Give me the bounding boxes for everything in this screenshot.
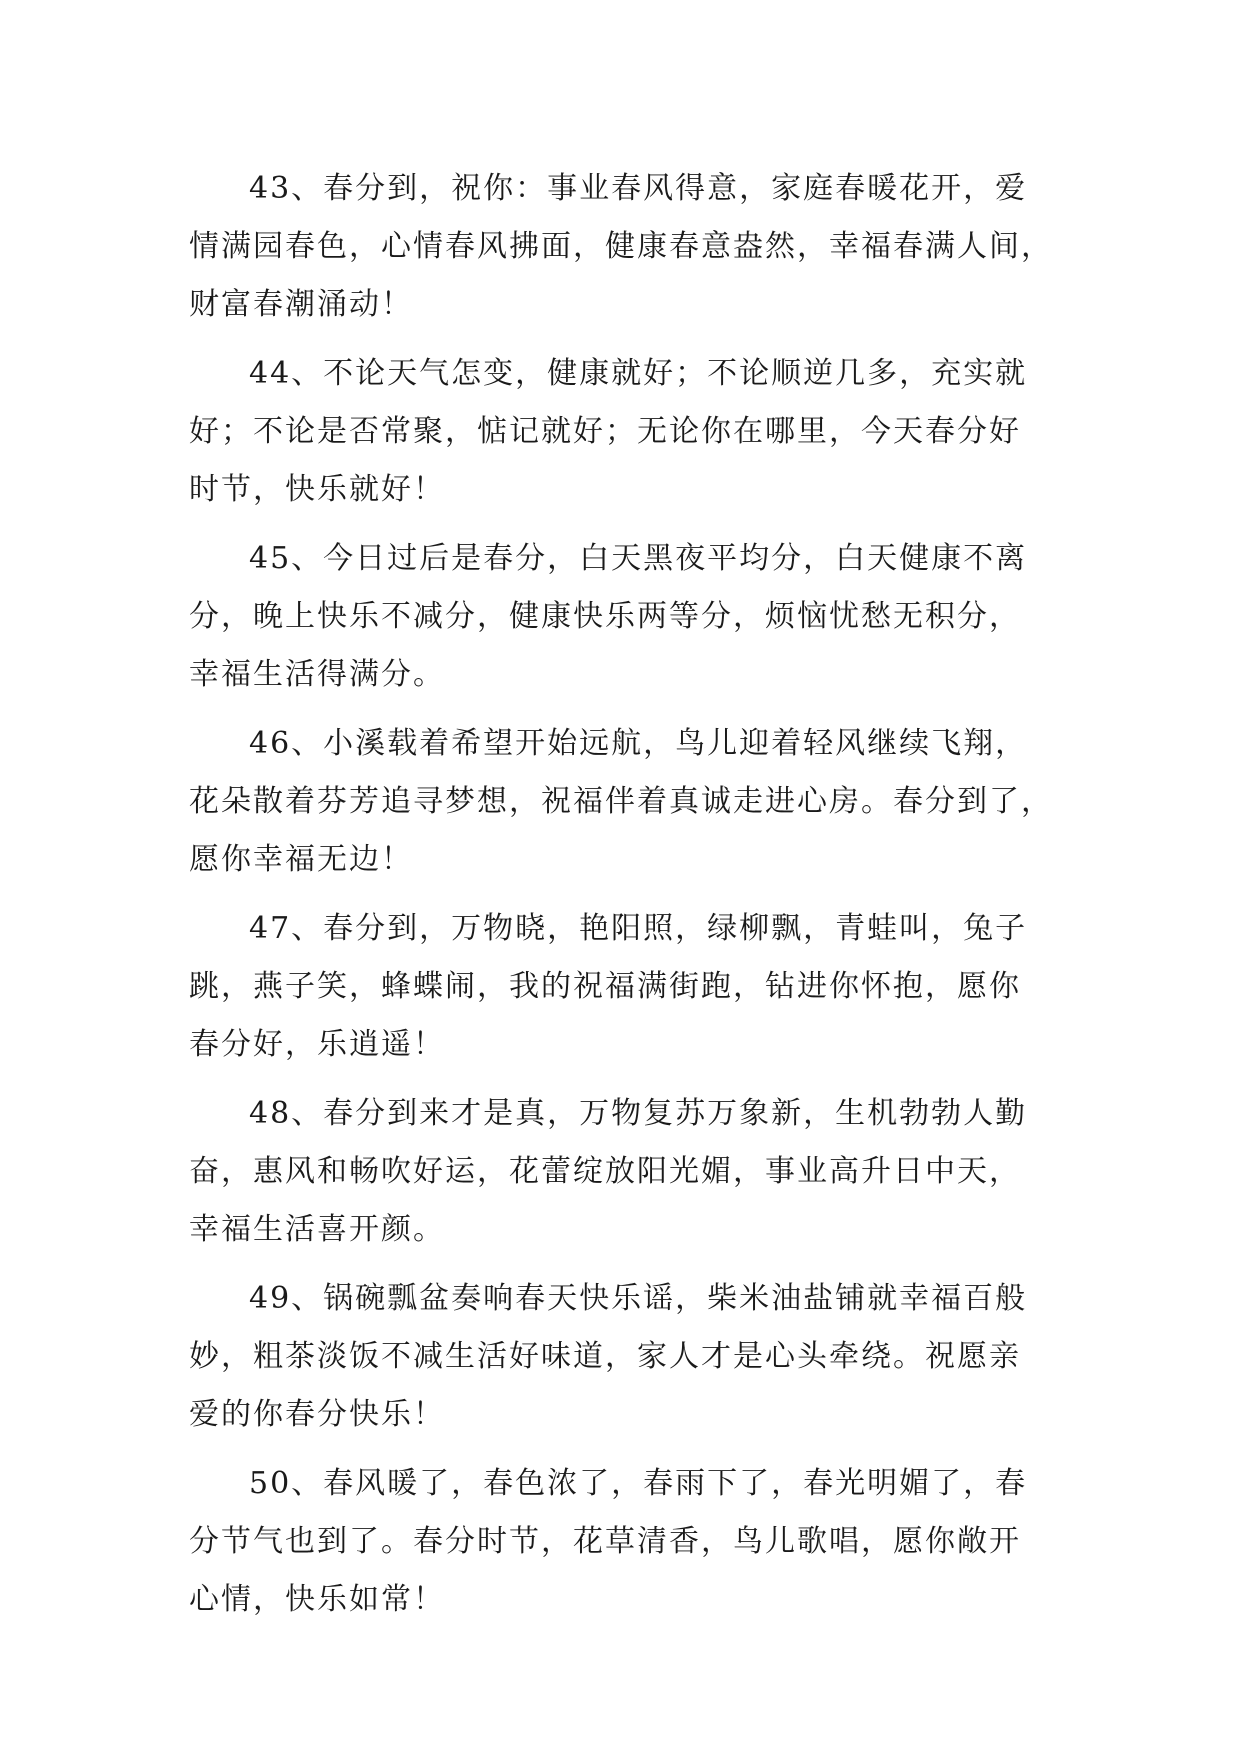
document-body bbox=[189, 160, 1059, 1640]
paragraph-line: 46、小溪载着希望开始远航，鸟儿迎着轻风继续飞翔， bbox=[249, 726, 1028, 761]
paragraph-line: 幸福生活喜开颜。 bbox=[189, 1212, 445, 1247]
paragraph-line: 情满园春色，心情春风拂面，健康春意盎然，幸福春满人间， bbox=[189, 229, 1053, 264]
paragraph-line: 50、春风暖了，春色浓了，春雨下了，春光明媚了，春 bbox=[249, 1466, 1028, 1501]
paragraph-47 bbox=[189, 900, 1059, 1074]
paragraph-43 bbox=[189, 160, 1059, 334]
paragraph-line: 奋，惠风和畅吹好运，花蕾绽放阳光媚，事业高升日中天， bbox=[189, 1154, 1021, 1189]
paragraph-line: 愿你幸福无边！ bbox=[189, 842, 413, 877]
paragraph-line: 47、春分到，万物晓，艳阳照，绿柳飘，青蛙叫，兔子 bbox=[249, 911, 1028, 946]
paragraph-line: 花朵散着芬芳追寻梦想，祝福伴着真诚走进心房。春分到了， bbox=[189, 784, 1053, 819]
paragraph-line: 妙，粗茶淡饭不减生活好味道，家人才是心头牵绕。祝愿亲 bbox=[189, 1339, 1021, 1374]
paragraph-45 bbox=[189, 530, 1059, 704]
paragraph-50 bbox=[189, 1455, 1059, 1629]
paragraph-line: 48、春分到来才是真，万物复苏万象新，生机勃勃人勤 bbox=[249, 1096, 1028, 1131]
paragraph-line: 爱的你春分快乐！ bbox=[189, 1397, 445, 1432]
paragraph-line: 45、今日过后是春分，白天黑夜平均分，白天健康不离 bbox=[249, 541, 1028, 576]
paragraph-line: 分节气也到了。春分时节，花草清香，鸟儿歌唱，愿你敞开 bbox=[189, 1524, 1021, 1559]
paragraph-line: 43、春分到，祝你：事业春风得意，家庭春暖花开，爱 bbox=[249, 171, 1028, 206]
paragraph-line: 分，晚上快乐不减分，健康快乐两等分，烦恼忧愁无积分， bbox=[189, 599, 1021, 634]
paragraph-line: 44、不论天气怎变，健康就好；不论顺逆几多，充实就 bbox=[249, 356, 1028, 391]
paragraph-49 bbox=[189, 1270, 1059, 1444]
paragraph-line: 时节，快乐就好！ bbox=[189, 472, 445, 507]
paragraph-line: 跳，燕子笑，蜂蝶闹，我的祝福满街跑，钻进你怀抱，愿你 bbox=[189, 969, 1021, 1004]
paragraph-line: 春分好，乐逍遥！ bbox=[189, 1027, 445, 1062]
paragraph-line: 财富春潮涌动！ bbox=[189, 287, 413, 322]
paragraph-line: 49、锅碗瓢盆奏响春天快乐谣，柴米油盐铺就幸福百般 bbox=[249, 1281, 1028, 1316]
paragraph-46 bbox=[189, 715, 1059, 889]
paragraph-48 bbox=[189, 1085, 1059, 1259]
paragraph-line: 好；不论是否常聚，惦记就好；无论你在哪里，今天春分好 bbox=[189, 414, 1021, 449]
paragraph-44 bbox=[189, 345, 1059, 519]
paragraph-line: 心情，快乐如常！ bbox=[189, 1582, 445, 1617]
paragraph-line: 幸福生活得满分。 bbox=[189, 657, 445, 692]
